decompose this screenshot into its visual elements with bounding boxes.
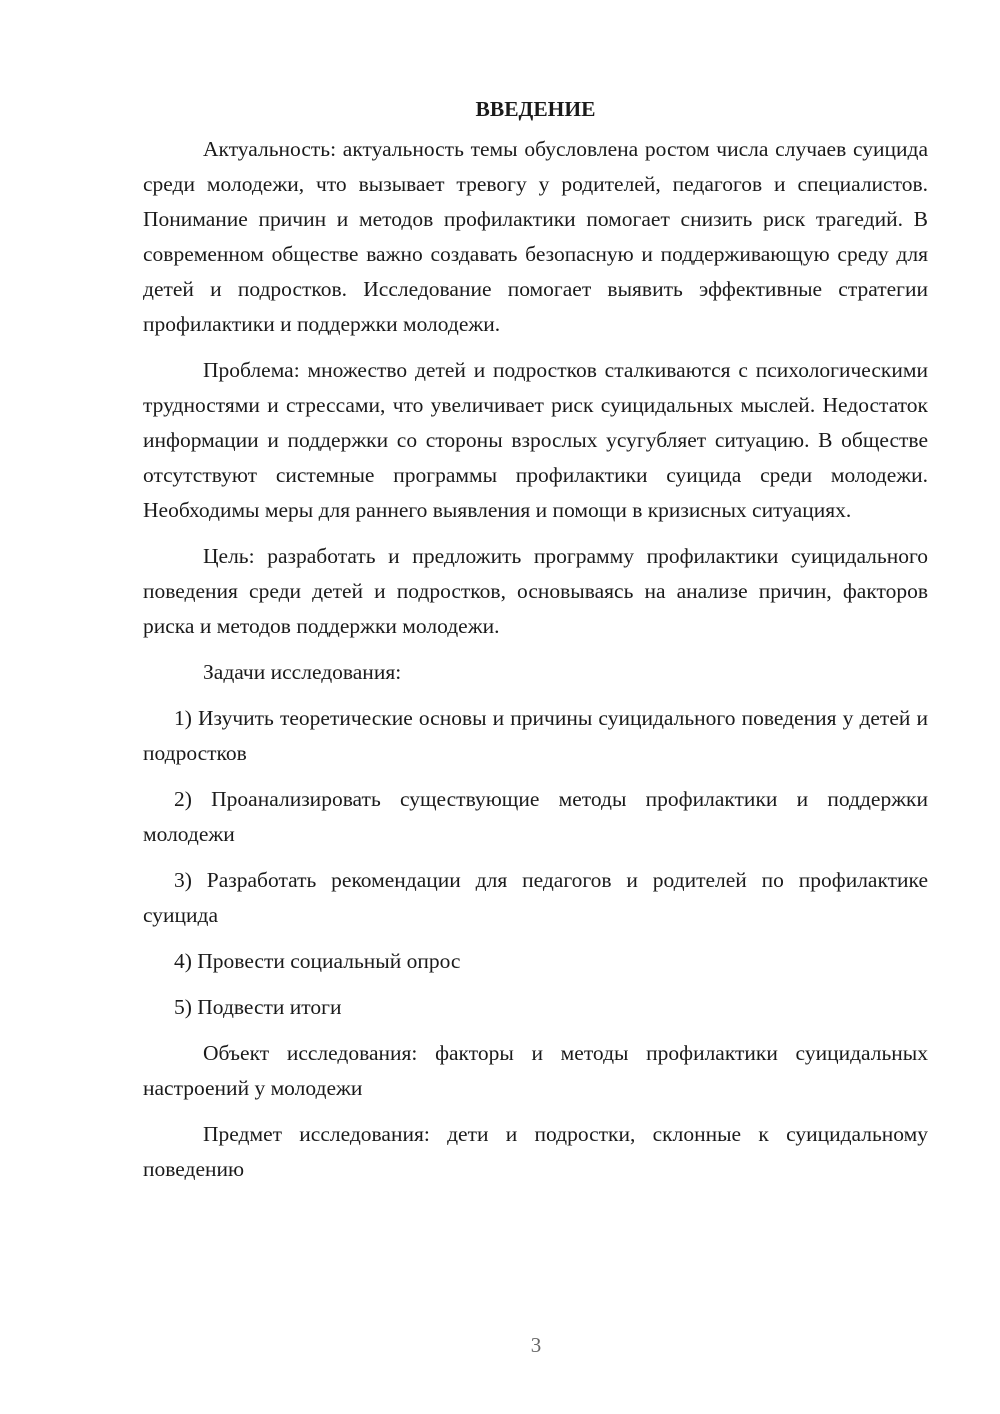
tasks-heading: Задачи исследования: [203,660,402,684]
paragraph-goal: Цель: разработать и предложить программу профилактики суицидального поведения среди детей и подростков, основываясь на анализе причин, факторов риска и методов поддержки молодежи. [143,544,928,638]
list-item: 4) Провести социальный опрос [174,949,461,973]
tasks-list [143,701,928,1025]
page-title: ВВЕДЕНИЕ [475,97,596,121]
list-item: 5) Подвести итоги [174,995,342,1019]
list-item: 2) Проанализировать существующие методы профилактики и поддержки молодежи [143,787,928,846]
paragraph-problem: Проблема: множество детей и подростков сталкиваются с психологическими трудностями и стрессами, что увеличивает риск суицидальных мыслей. Недостаток информации и поддержки со стороны взрослых усугубляет ситуацию. В обществе отсутствуют системные программы профилактики суицида среди молодежи. Необходимы меры для раннего выявления и помощи в кризисных ситуациях. [143,358,928,522]
paragraph-subject: Предмет исследования: дети и подростки, склонные к суицидальному поведению [143,1122,928,1181]
paragraph-object: Объект исследования: факторы и методы профилактики суицидальных настроений у молодежи [143,1041,928,1100]
list-item: 3) Разработать рекомендации для педагогов и родителей по профилактике суицида [143,868,928,927]
paragraph-relevance: Актуальность: актуальность темы обусловлена ростом числа случаев суицида среди молодежи, что вызывает тревогу у родителей, педагогов и специалистов. Понимание причин и методов профилактики помогает снизить риск трагедий. В современном обществе важно создавать безопасную и поддерживающую среду для детей и подростков. Исследование помогает выявить эффективные стратегии профилактики и поддержки молодежи. [143,137,928,336]
list-item: 1) Изучить теоретические основы и причины суицидального поведения у детей и подростков [143,706,928,765]
page-number: 3 [530,1333,542,1357]
document-page [143,92,928,1198]
